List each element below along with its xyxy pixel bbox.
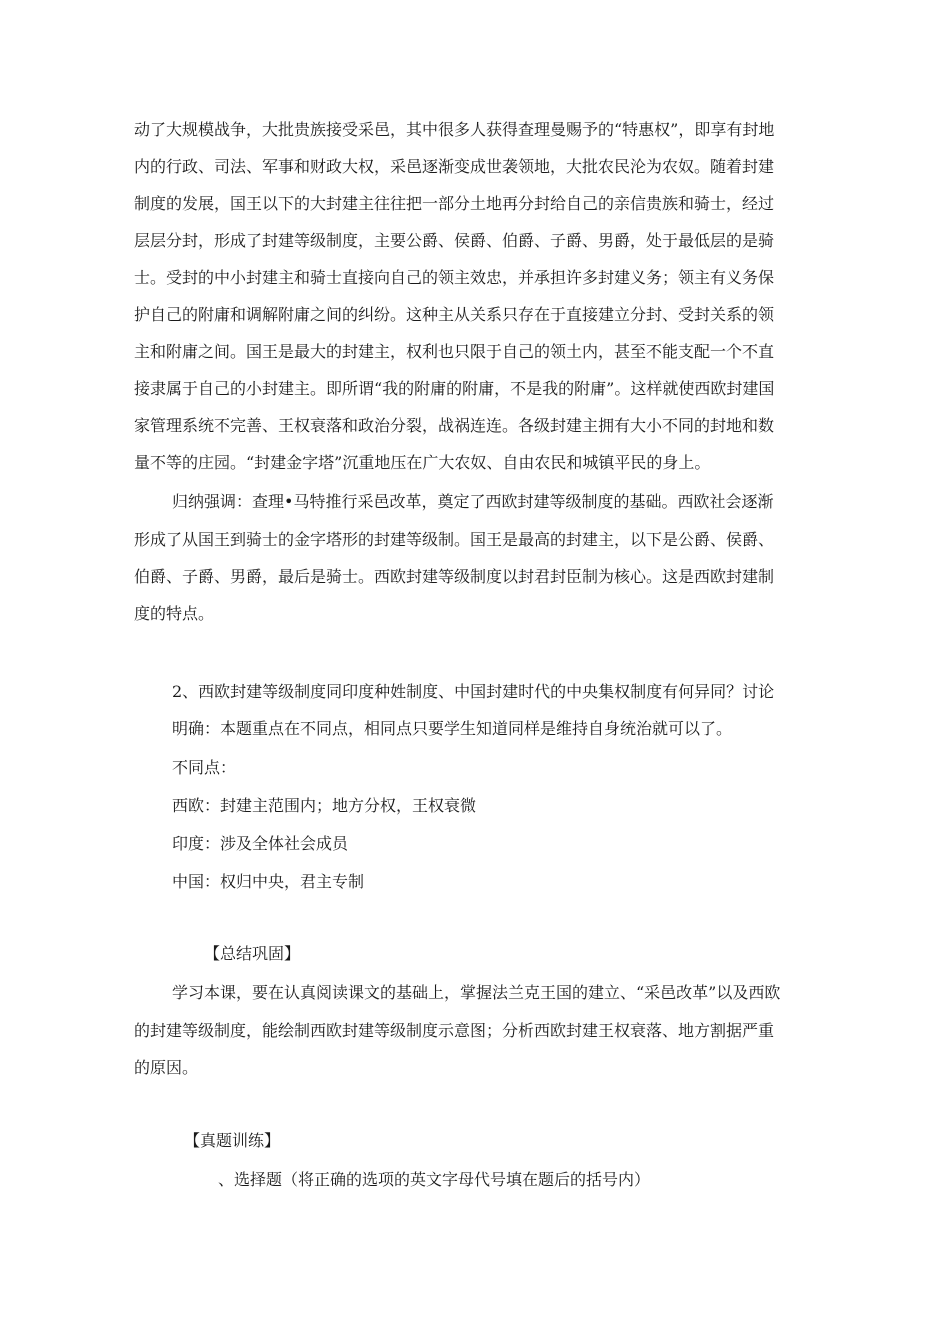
summary-emphasis-line: 伯爵、子爵、男爵，最后是骑士。西欧封建等级制度以封君封臣制为核心。这是西欧封建制 [134,567,775,586]
instruction-line: 、选择题（将正确的选项的英文字母代号填在题后的括号内） [218,1170,651,1189]
paragraph-line: 士。受封的中小封建主和骑士直接向自己的领主效忠，并承担许多封建义务；领主有义务保 [134,268,775,287]
summary-line: 的封建等级制度，能绘制西欧封建等级制度示意图；分析西欧封建王权衰落、地方割据严重 [134,1021,775,1040]
paragraph-line: 内的行政、司法、军事和财政大权，采邑逐渐变成世袭领地，大批农民沦为农奴。随着封建 [134,157,775,176]
summary-emphasis-line: 归纳强调：查理•马特推行采邑改革，奠定了西欧封建等级制度的基础。西欧社会逐渐 [172,492,774,511]
paragraph-line: 量不等的庄园。“封建金字塔”沉重地压在广大农奴、自由农民和城镇平民的身上。 [134,453,711,472]
paragraph-line: 层层分封，形成了封建等级制度，主要公爵、侯爵、伯爵、子爵、男爵，处于最低层的是骑 [134,231,775,250]
difference-item: 中国：权归中央，君主专制 [172,872,365,891]
summary-line: 的原因。 [134,1058,199,1077]
paragraph-line: 主和附庸之间。国王是最大的封建主，权利也只限于自己的领土内，甚至不能支配一个不直 [134,342,775,361]
paragraph-line: 家管理系统不完善、王权衰落和政治分裂，战祸连连。各级封建主拥有大小不同的封地和数 [134,416,775,435]
question-title: 2、西欧封建等级制度同印度种姓制度、中国封建时代的中央集权制度有何异同？讨论 [172,682,775,701]
difference-item: 西欧：封建主范围内；地方分权，王权衰微 [172,796,477,815]
paragraph-line: 动了大规模战争，大批贵族接受采邑，其中很多人获得查理曼赐予的“特惠权”，即享有封地 [134,120,775,139]
paragraph-line: 制度的发展，国王以下的大封建主往往把一部分土地再分封给自己的亲信贵族和骑士，经过 [134,194,775,213]
paragraph-line: 接隶属于自己的小封建主。即所谓“我的附庸的附庸，不是我的附庸”。这样就使西欧封建国 [134,379,775,398]
summary-line: 学习本课，要在认真阅读课文的基础上，掌握法兰克王国的建立、“采邑改革”以及西欧 [172,983,781,1002]
difference-label: 不同点： [172,758,237,777]
summary-emphasis-line: 形成了从国王到骑士的金字塔形的封建等级制。国王是最高的封建主，以下是公爵、侯爵、 [134,530,775,549]
section-heading: 【真题训练】 [184,1131,281,1150]
section-heading: 【总结巩固】 [204,944,301,963]
difference-item: 印度：涉及全体社会成员 [172,834,349,853]
paragraph-line: 护自己的附庸和调解附庸之间的纠纷。这种主从关系只存在于直接建立分封、受封关系的领 [134,305,775,324]
summary-emphasis-line: 度的特点。 [134,604,215,623]
question-clarify: 明确：本题重点在不同点，相同点只要学生知道同样是维持自身统治就可以了。 [172,719,733,738]
